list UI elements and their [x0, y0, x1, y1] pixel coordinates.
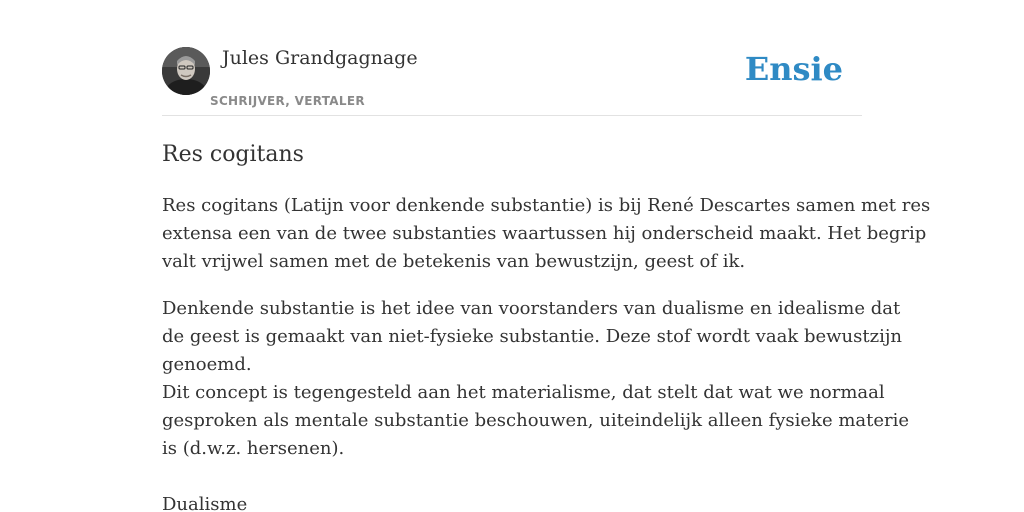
paragraph-line: de geest is gemaakt van niet-fysieke substantie. Deze stof wordt vaak bewustzijn [162, 326, 903, 347]
paragraph-line: valt vrijwel samen met de betekenis van bewustzijn, geest of ik. [162, 251, 746, 272]
paragraph-line: genoemd. [162, 354, 252, 375]
author-avatar[interactable] [162, 47, 210, 95]
section-heading-dualisme: Dualisme [162, 494, 248, 512]
article-paragraph-2 [162, 295, 910, 463]
author-role: SCHRIJVER, VERTALER [210, 94, 365, 108]
paragraph-line: Dit concept is tegengesteld aan het materialisme, dat stelt dat wat we normaal [162, 382, 885, 403]
author-name[interactable]: Jules Grandgagnage [222, 47, 418, 69]
paragraph-line: Denkende substantie is het idee van voorstanders van dualisme en idealisme dat [162, 298, 901, 319]
article-paragraph-1 [162, 192, 931, 276]
paragraph-line: Res cogitans (Latijn voor denkende substantie) is bij René Descartes samen met res [162, 195, 931, 216]
paragraph-line: is (d.w.z. hersenen). [162, 438, 345, 459]
paragraph-line: gesproken als mentale substantie beschouwen, uiteindelijk alleen fysieke materie [162, 410, 910, 431]
person-photo-icon [162, 47, 210, 95]
paragraph-line: extensa een van de twee substanties waartussen hij onderscheid maakt. Het begrip [162, 223, 927, 244]
article-title: Res cogitans [162, 142, 304, 167]
author-header [162, 0, 862, 116]
content-column [162, 0, 931, 512]
ensie-logo[interactable]: Ensie [744, 50, 843, 88]
